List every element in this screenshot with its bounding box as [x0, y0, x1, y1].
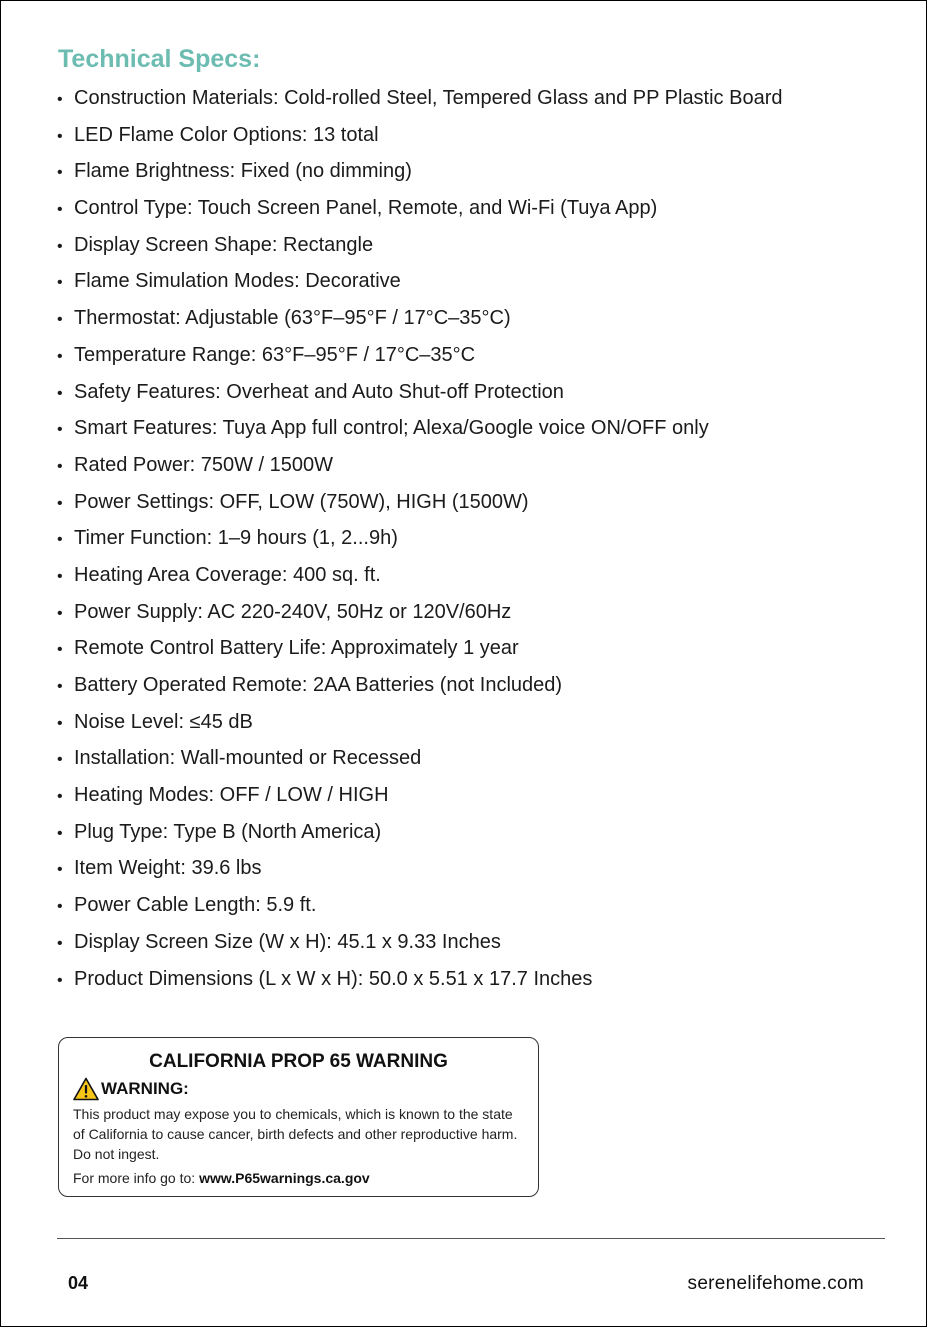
spec-item — [57, 520, 783, 557]
spec-item — [57, 961, 783, 998]
bullet-icon: • — [57, 91, 63, 108]
spec-item — [57, 374, 783, 411]
spec-text: Flame Simulation Modes: Decorative — [74, 270, 401, 293]
spec-item — [57, 704, 783, 741]
spec-item — [57, 117, 783, 154]
spec-text: Construction Materials: Cold-rolled Steel, Tempered Glass and PP Plastic Board — [74, 87, 783, 109]
spec-text: Power Supply: AC 220-240V, 50Hz or 120V/60Hz — [74, 600, 512, 623]
bullet-icon: • — [57, 494, 63, 512]
spec-text: LED Flame Color Options: 13 total — [74, 123, 379, 146]
spec-item — [57, 337, 783, 374]
footer-divider — [57, 1238, 885, 1239]
bullet-icon: • — [57, 934, 63, 952]
spec-item — [57, 263, 783, 300]
spec-item — [57, 740, 783, 777]
spec-item — [57, 227, 783, 264]
p65-warnings-link[interactable]: www.P65warnings.ca.gov — [199, 1170, 370, 1186]
spec-item — [57, 153, 783, 190]
spec-item — [57, 667, 783, 704]
spec-text: Safety Features: Overheat and Auto Shut-off Protection — [74, 380, 564, 403]
bullet-icon: • — [57, 861, 63, 879]
spec-text: Thermostat: Adjustable (63°F–95°F / 17°C–35°C) — [74, 307, 511, 330]
spec-item — [57, 557, 783, 594]
bullet-icon: • — [57, 641, 63, 659]
spec-item — [57, 300, 783, 337]
bullet-icon: • — [57, 898, 63, 916]
spec-text: Power Cable Length: 5.9 ft. — [74, 894, 317, 917]
spec-text: Temperature Range: 63°F–95°F / 17°C–35°C — [74, 343, 476, 366]
spec-text: Product Dimensions (L x W x H): 50.0 x 5.51 x 17.7 Inches — [74, 967, 593, 990]
spec-text: Timer Function: 1–9 hours (1, 2...9h) — [74, 527, 398, 550]
spec-item — [57, 484, 783, 521]
spec-text: Item Weight: 39.6 lbs — [74, 857, 262, 880]
spec-item — [57, 814, 783, 851]
spec-item — [57, 924, 783, 961]
spec-item — [57, 447, 783, 484]
warning-triangle-icon — [73, 1077, 99, 1101]
bullet-icon: • — [57, 164, 63, 182]
spec-item — [57, 80, 783, 117]
spec-text: Installation: Wall-mounted or Recessed — [74, 747, 422, 770]
bullet-icon: • — [57, 421, 63, 439]
bullet-icon: • — [57, 237, 63, 255]
more-info-prefix: For more info go to: — [73, 1170, 196, 1186]
spec-item — [57, 887, 783, 924]
bullet-icon: • — [57, 201, 63, 219]
spec-item — [57, 777, 783, 814]
spec-text: Heating Area Coverage: 400 sq. ft. — [74, 563, 381, 586]
bullet-icon: • — [57, 531, 63, 549]
warning-label-row — [73, 1076, 524, 1102]
bullet-icon: • — [57, 274, 63, 292]
spec-text: Display Screen Shape: Rectangle — [74, 233, 374, 256]
warning-more-info — [73, 1168, 524, 1188]
bullet-icon: • — [57, 567, 63, 585]
bullet-icon: • — [57, 751, 63, 769]
bullet-icon: • — [57, 457, 63, 475]
spec-text: Rated Power: 750W / 1500W — [74, 453, 334, 476]
warning-label: WARNING: — [101, 1079, 189, 1098]
spec-text: Remote Control Battery Life: Approximately 1 year — [74, 637, 519, 660]
spec-text: Power Settings: OFF, LOW (750W), HIGH (1500W) — [74, 490, 529, 513]
spec-item — [57, 630, 783, 667]
bullet-icon: • — [57, 788, 63, 806]
section-title: Technical Specs: — [58, 45, 261, 73]
bullet-icon: • — [57, 971, 63, 989]
bullet-icon: • — [57, 714, 63, 732]
prop65-warning-box — [58, 1037, 539, 1197]
spec-text: Smart Features: Tuya App full control; Alexa/Google voice ON/OFF only — [74, 417, 709, 440]
spec-item — [57, 594, 783, 631]
spec-text: Battery Operated Remote: 2AA Batteries (not Included) — [74, 674, 563, 696]
spec-text: Plug Type: Type B (North America) — [74, 820, 382, 843]
website-link[interactable]: serenelifehome.com — [687, 1273, 864, 1294]
bullet-icon: • — [57, 824, 63, 842]
page-number: 04 — [68, 1273, 89, 1293]
bullet-icon: • — [57, 127, 63, 145]
warning-heading: CALIFORNIA PROP 65 WARNING — [149, 1051, 448, 1072]
bullet-icon: • — [57, 347, 63, 365]
bullet-icon: • — [57, 311, 63, 329]
spec-text: Display Screen Size (W x H): 45.1 x 9.33 Inches — [74, 930, 501, 953]
bullet-icon: • — [57, 604, 63, 622]
spec-text: Control Type: Touch Screen Panel, Remote, and Wi-Fi (Tuya App) — [74, 197, 658, 220]
spec-item — [57, 190, 783, 227]
spec-item — [57, 410, 783, 447]
warning-body-text: This product may expose you to chemicals, which is known to the state of California to cause cancer, birth defects and other reproductive harm. Do not ingest. — [73, 1106, 518, 1162]
spec-text: Noise Level: ≤45 dB — [74, 710, 253, 733]
bullet-icon: • — [57, 384, 63, 402]
spec-text: Flame Brightness: Fixed (no dimming) — [74, 160, 412, 183]
spec-list — [57, 80, 783, 997]
spec-item — [57, 850, 783, 887]
spec-text: Heating Modes: OFF / LOW / HIGH — [74, 784, 389, 807]
bullet-icon: • — [57, 678, 63, 695]
